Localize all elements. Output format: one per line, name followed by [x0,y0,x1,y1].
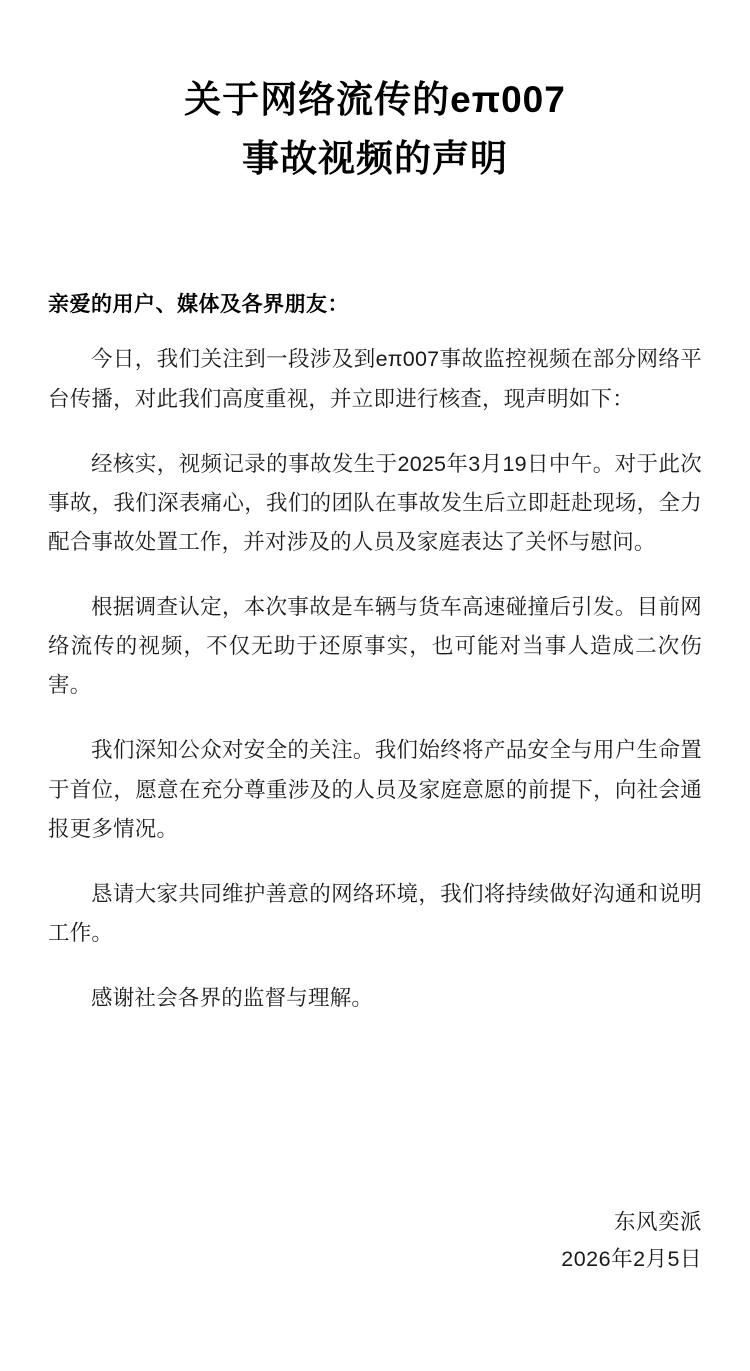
title-line-2: 事故视频的声明 [242,138,508,180]
paragraph: 经核实，视频记录的事故发生于2025年3月19日中午。对于此次事故，我们深表痛心，我们的团队在事故发生后立即赶赴现场，全力配合事故处置工作，并对涉及的人员及家庭表达了关怀与慰问。 [48,451,702,554]
signature-date: 2026年2月5日 [561,1247,702,1272]
paragraph: 今日，我们关注到一段涉及到eπ007事故监控视频在部分网络平台传播，对此我们高度重视，并立即进行核查，现声明如下： [48,347,702,411]
title-line-1: 关于网络流传的eπ007 [184,79,566,120]
page-title [48,70,702,188]
paragraph: 感谢社会各界的监督与理解。 [91,986,374,1010]
statement-body [48,340,702,1018]
salutation: 亲爱的用户、媒体及各界朋友： [48,293,349,317]
signature-block [48,1204,702,1279]
paragraph: 恳请大家共同维护善意的网络环境，我们将持续做好沟通和说明工作。 [48,881,702,945]
paragraph: 根据调查认定，本次事故是车辆与货车高速碰撞后引发。目前网络流传的视频，不仅无助于还原事实，也可能对当事人造成二次伤害。 [48,595,702,698]
signature-name: 东风奕派 [613,1209,702,1234]
paragraph: 我们深知公众对安全的关注。我们始终将产品安全与用户生命置于首位，愿意在充分尊重涉及的人员及家庭意愿的前提下，向社会通报更多情况。 [48,738,702,841]
